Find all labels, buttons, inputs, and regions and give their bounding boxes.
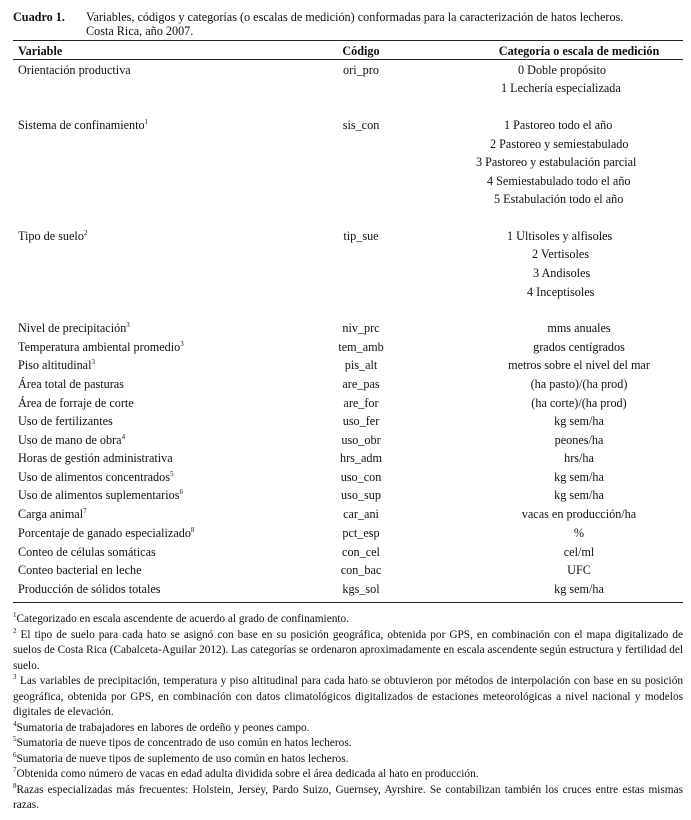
footnote-text: Sumatoria de nueve tipos de suplemento de uso común en hatos lecheros. xyxy=(16,752,349,765)
footnote-text: El tipo de suelo para cada hato se asignó con base en su posición geográfica, obtenida por GPS, en combinación con el mapa digitalizado de suelos de Costa Rica (Cabalceta-Aguilar 2012). Las categorías se ordenaron aproximadamente en escala ascendente según estructura y fertilidad del suelo. xyxy=(13,628,684,672)
variable-cell xyxy=(18,526,194,541)
footnote-number: 1 xyxy=(13,611,17,620)
header-variable: Variable xyxy=(18,44,63,58)
category-item: 2 Pastoreo y semiestabulado xyxy=(490,137,629,151)
footnote-ref: 3 xyxy=(180,339,184,348)
footnote xyxy=(13,736,683,752)
variable-cell xyxy=(18,507,87,522)
codigo-cell: sis_con xyxy=(342,118,380,132)
variable-label: Horas de gestión administrativa xyxy=(18,451,173,465)
categoria-cell: hrs/ha xyxy=(564,451,594,465)
footnote xyxy=(13,752,683,768)
table-row xyxy=(13,451,683,469)
caption-text-line1: Variables, códigos y categorías (o escalas de medición) conformadas para la caracterización de hatos lecheros. xyxy=(86,10,624,24)
variable-label: Temperatura ambiental promedio xyxy=(18,340,181,354)
variable-cell xyxy=(18,118,148,133)
footnote xyxy=(13,628,683,675)
variable-cell xyxy=(18,451,173,466)
variable-label: Tipo de suelo xyxy=(18,229,84,243)
table-row xyxy=(13,488,683,506)
codigo-cell: uso_sup xyxy=(341,488,381,502)
variable-cell xyxy=(18,582,161,597)
variable-cell xyxy=(18,433,125,448)
footnote-text: Categorizado en escala ascendente de acuerdo al grado de confinamiento. xyxy=(16,613,349,625)
footnote-number: 5 xyxy=(13,735,17,744)
variable-label: Conteo bacterial en leche xyxy=(18,563,142,577)
categoria-cell: metros sobre el nivel del mar xyxy=(508,358,650,372)
categoria-cell: kg sem/ha xyxy=(554,470,604,484)
footnote-number: 6 xyxy=(13,750,17,759)
codigo-cell: are_for xyxy=(343,396,379,410)
codigo-cell: are_pas xyxy=(342,377,380,391)
table-row xyxy=(13,340,683,358)
variable-cell xyxy=(18,321,130,336)
categoria-cell: UFC xyxy=(567,563,591,577)
codigo-cell: con_bac xyxy=(340,563,382,577)
categoria-cell: peones/ha xyxy=(554,433,604,447)
top-rule xyxy=(13,40,683,41)
variable-cell xyxy=(18,396,134,411)
variable-label: Carga animal xyxy=(18,507,84,521)
footnote-ref: 2 xyxy=(83,228,88,237)
variable-cell: Orientación productiva xyxy=(18,63,131,77)
variable-cell xyxy=(18,414,113,429)
variable-cell xyxy=(18,470,173,485)
variable-label: Uso de alimentos concentrados xyxy=(18,470,170,484)
caption-label: Cuadro 1. xyxy=(13,10,65,24)
header-categoria: Categoría o escala de medición xyxy=(498,44,660,58)
table-row xyxy=(13,563,683,581)
footnote xyxy=(13,783,683,814)
table-row xyxy=(13,582,683,600)
variable-cell xyxy=(18,488,183,503)
codigo-cell: uso_obr xyxy=(341,433,381,447)
codigo-cell: ori_pro xyxy=(343,63,379,77)
header-codigo: Código xyxy=(342,44,380,58)
table-row xyxy=(13,396,683,414)
category-item: 1 Pastoreo todo el año xyxy=(504,118,613,132)
variable-cell xyxy=(18,545,156,560)
categoria-cell: cel/ml xyxy=(563,545,595,559)
category-item: 2 Vertisoles xyxy=(532,247,589,261)
variable-label: Área total de pasturas xyxy=(18,377,124,391)
footnote xyxy=(13,721,683,737)
table-row xyxy=(13,247,683,265)
table-row xyxy=(13,118,683,136)
variable-label: Sistema de confinamiento xyxy=(18,118,145,132)
category-item: 4 Inceptisoles xyxy=(527,285,595,299)
variable-label: Uso de fertilizantes xyxy=(18,414,113,428)
footnote-number: 2 xyxy=(13,626,17,635)
footnotes xyxy=(13,612,683,814)
variable-label: Uso de alimentos suplementarios xyxy=(18,488,180,502)
categoria-cell: kg sem/ha xyxy=(554,582,604,596)
table-row xyxy=(13,229,683,247)
footnote-ref: 7 xyxy=(83,506,87,515)
footnote-text: Las variables de precipitación, temperatura y piso altitudinal para cada hato se obtuvieron por métodos de interpolación con base en su posición geográfica, obtenida por GPS, en combinación con datos climatológicos digitalizados de estaciones meteorológicas a nivel nacional y modelos digitales de elevación. xyxy=(13,675,683,718)
category-item: 1 Lechería especializada xyxy=(501,81,621,95)
codigo-cell: pis_alt xyxy=(344,358,378,372)
footnote-text: Sumatoria de nueve tipos de concentrado de uso común en hatos lecheros. xyxy=(16,737,352,749)
table-row xyxy=(13,358,683,376)
table-row xyxy=(13,545,683,563)
codigo-cell: kgs_sol xyxy=(342,582,380,596)
footnote-ref: 3 xyxy=(126,320,130,329)
variable-cell xyxy=(18,377,124,392)
header-rule xyxy=(13,59,683,60)
variable-cell xyxy=(18,340,184,355)
variable-label: Uso de mano de obra xyxy=(18,433,122,447)
variable-cell xyxy=(18,229,87,244)
table-row xyxy=(13,470,683,488)
categoria-cell: kg sem/ha xyxy=(554,414,604,428)
footnote-ref: 3 xyxy=(91,357,95,366)
variable-label: Área de forraje de corte xyxy=(18,396,134,410)
footnote xyxy=(13,612,683,628)
variable-cell xyxy=(18,563,142,578)
table-row xyxy=(13,137,683,155)
footnote xyxy=(13,674,683,721)
footnote-number: 3 xyxy=(13,673,17,682)
footnote-ref: 4 xyxy=(121,432,126,441)
categoria-cell: kg sem/ha xyxy=(554,488,604,502)
categoria-cell: mms anuales xyxy=(547,321,611,335)
codigo-cell: car_ani xyxy=(343,507,379,521)
category-item: 3 Andisoles xyxy=(533,266,591,280)
footnote xyxy=(13,767,683,783)
table-row xyxy=(13,155,683,173)
codigo-cell: pct_esp xyxy=(342,526,380,540)
table-row xyxy=(13,321,683,339)
footnote-ref: 8 xyxy=(190,525,195,534)
variable-label: Producción de sólidos totales xyxy=(18,582,161,596)
category-item: 3 Pastoreo y estabulación parcial xyxy=(476,155,637,169)
footnote-number: 4 xyxy=(13,719,17,728)
bottom-rule xyxy=(13,602,683,603)
variable-cell xyxy=(18,358,95,373)
caption-text-line2: Costa Rica, año 2007. xyxy=(86,24,194,38)
table-row xyxy=(13,377,683,395)
categoria-cell: grados centígrados xyxy=(533,340,625,354)
footnote-text: Razas especializadas más frecuentes: Holstein, Jersey, Pardo Suizo, Guernsey, Ayrshire. Se contabilizan también los cruces entre estas mismas razas. xyxy=(13,783,683,811)
variable-label: Nivel de precipitación xyxy=(18,321,127,335)
codigo-cell: niv_prc xyxy=(342,321,380,335)
footnote-number: 8 xyxy=(13,781,17,790)
table-row xyxy=(13,266,683,284)
category-item: 5 Estabulación todo el año xyxy=(494,192,624,206)
variable-label: Porcentaje de ganado especializado xyxy=(18,526,191,540)
category-item: 1 Ultisoles y alfisoles xyxy=(507,229,613,243)
categoria-cell: (ha pasto)/(ha prod) xyxy=(530,377,628,391)
footnote-text: Sumatoria de trabajadores en labores de ordeño y peones campo. xyxy=(16,721,310,734)
footnote-ref: 1 xyxy=(144,117,149,126)
variable-label: Piso altitudinal xyxy=(18,358,92,372)
codigo-cell: uso_con xyxy=(340,470,382,484)
table-row xyxy=(13,192,683,210)
codigo-cell: uso_fer xyxy=(342,414,380,428)
categoria-cell: % xyxy=(573,526,585,540)
codigo-cell: tip_sue xyxy=(343,229,379,243)
table-row xyxy=(13,63,683,81)
table-row xyxy=(13,433,683,451)
footnote-number: 7 xyxy=(13,766,17,775)
footnote-text: Obtenida como número de vacas en edad adulta dividida sobre el área dedicada al hato en producción. xyxy=(16,768,479,780)
codigo-cell: hrs_adm xyxy=(340,451,382,465)
categoria-cell: (ha corte)/(ha prod) xyxy=(531,396,627,410)
table-row xyxy=(13,526,683,544)
footnote-ref: 6 xyxy=(179,487,183,496)
categoria-cell: vacas en producción/ha xyxy=(521,507,637,521)
table-row xyxy=(13,81,683,99)
codigo-cell: tem_amb xyxy=(338,340,384,354)
table-row xyxy=(13,174,683,192)
table-row xyxy=(13,507,683,525)
table-row xyxy=(13,285,683,303)
variable-label: Conteo de células somáticas xyxy=(18,545,156,559)
codigo-cell: con_cel xyxy=(342,545,380,559)
category-item: 4 Semiestabulado todo el año xyxy=(487,174,631,188)
table-row xyxy=(13,414,683,432)
footnote-ref: 5 xyxy=(169,469,174,478)
category-item: 0 Doble propósito xyxy=(518,63,607,77)
